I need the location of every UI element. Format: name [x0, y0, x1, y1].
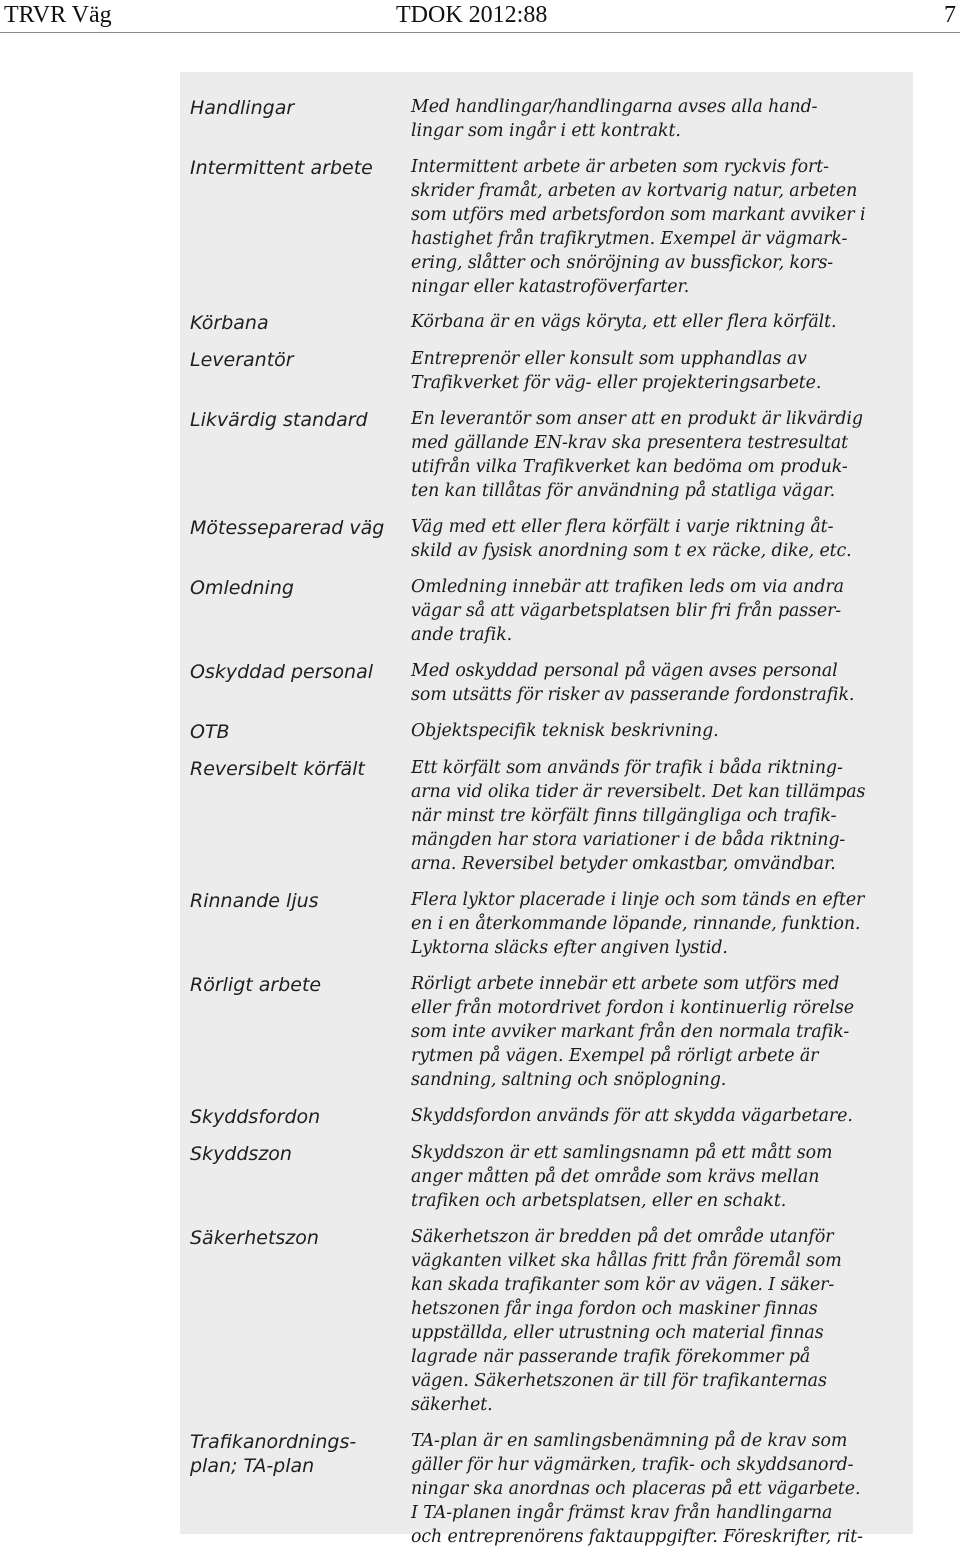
- definition-row: [190, 155, 906, 299]
- term-label: Leverantör: [190, 349, 294, 371]
- definition-row: [190, 659, 906, 707]
- term-label: Skyddsfordon: [190, 1106, 321, 1128]
- term-definition: Med handlingar/handlingarna avses alla hand- lingar som ingår i ett kontrakt.: [411, 97, 818, 141]
- term-definition: Objektspecifik teknisk beskrivning.: [411, 721, 719, 741]
- term-definition: Säkerhetszon är bredden på det område utanför vägkanten vilket ska hållas fritt från föremål som kan skada trafikanter som kör av vägen. I säker- hetszonen får inga fordon och maskiner finnas uppställda, eller utrustning och material finnas lagrade när passerande trafik förekommer på vägen. Säkerhetszonen är till för trafikanternas säkerhet.: [411, 1227, 842, 1415]
- definition-row: [190, 347, 906, 395]
- page-header: [0, 0, 960, 33]
- term-definition: Flera lyktor placerade i linje och som tänds en efter en i en återkommande löpande, rinnande, funktion. Lyktorna släcks efter angiven lystid.: [411, 890, 865, 958]
- term-label: Omledning: [190, 577, 294, 599]
- term-definition: Entreprenör eller konsult som upphandlas av Trafikverket för väg- eller projekteringsarbete.: [411, 349, 822, 393]
- definition-row: [190, 972, 906, 1092]
- definition-row: [190, 515, 906, 563]
- term-label: Trafikanordnings- plan; TA-plan: [190, 1431, 357, 1477]
- term-label: Körbana: [190, 312, 269, 334]
- definition-row: [190, 719, 906, 744]
- definition-row: [190, 756, 906, 876]
- term-label: Rinnande ljus: [190, 890, 319, 912]
- term-label: Mötesseparerad väg: [190, 517, 385, 539]
- definition-row: [190, 1104, 906, 1129]
- term-label: Skyddszon: [190, 1143, 292, 1165]
- term-definition: Intermittent arbete är arbeten som ryckvis fort- skrider framåt, arbeten av kortvarig natur, arbeten som utförs med arbetsfordon som markant avviker i hastighet från trafikrytmen. Exempel är vägmark- ering, slåtter och snöröjning av bussfickor, kors- ningar eller katastroföverfarter.: [411, 157, 866, 297]
- term-definition: Väg med ett eller flera körfält i varje riktning åt- skild av fysisk anordning som t ex räcke, dike, etc.: [411, 517, 852, 561]
- term-definition: Ett körfält som används för trafik i båda riktning- arna vid olika tider är reversibelt. Det kan tillämpas när minst tre körfält finns tillgängliga och trafik- mängden har stora variationer i de båda riktning- arna. Reversibel betyder omkastbar, omvändbar.: [411, 758, 866, 874]
- definition-row: [190, 310, 906, 335]
- definition-row: [190, 575, 906, 647]
- definition-row: [190, 1429, 906, 1549]
- term-label: Rörligt arbete: [190, 974, 322, 996]
- document-id: TDOK 2012:88: [396, 2, 548, 28]
- page-number: 7: [944, 2, 956, 28]
- term-definition: En leverantör som anser att en produkt är likvärdig med gällande EN-krav ska presentera testresultat utifrån vilka Trafikverket kan bedöma om produk- ten kan tillåtas för användning på statliga vägar.: [411, 409, 863, 501]
- definitions-table: [190, 83, 906, 1549]
- term-definition: Körbana är en vägs köryta, ett eller flera körfält.: [411, 312, 837, 332]
- term-label: Reversibelt körfält: [190, 758, 365, 780]
- term-label: OTB: [190, 721, 230, 743]
- term-label: Intermittent arbete: [190, 157, 373, 179]
- term-definition: TA-plan är en samlingsbenämning på de krav som gäller för hur vägmärken, trafik- och skyddsanord- ningar ska anordnas och placeras på ett vägarbete. I TA-planen ingår främst krav från handlingarna och entreprenörens faktauppgifter. Föreskrifter, rit-: [411, 1431, 863, 1547]
- definition-row: [190, 1141, 906, 1213]
- header-left-title: TRVR Väg: [4, 2, 112, 28]
- definition-row: [190, 407, 906, 503]
- term-definition: Omledning innebär att trafiken leds om via andra vägar så att vägarbetsplatsen blir fri från passer- ande trafik.: [411, 577, 844, 645]
- term-definition: Med oskyddad personal på vägen avses personal som utsätts för risker av passerande fordonstrafik.: [411, 661, 855, 705]
- definition-row: [190, 95, 906, 143]
- term-label: Handlingar: [190, 97, 295, 119]
- term-definition: Rörligt arbete innebär ett arbete som utförs med eller från motordrivet fordon i kontinuerlig rörelse som inte avviker markant från den normala trafik- rytmen på vägen. Exempel på rörligt arbete är sandning, saltning och snöplogning.: [411, 974, 854, 1090]
- definition-row: [190, 1225, 906, 1417]
- term-definition: Skyddszon är ett samlingsnamn på ett mått som anger måtten på det område som krävs mellan trafiken och arbetsplatsen, eller en schakt.: [411, 1143, 833, 1211]
- term-label: Säkerhetszon: [190, 1227, 319, 1249]
- definition-row: [190, 888, 906, 960]
- term-label: Likvärdig standard: [190, 409, 368, 431]
- term-label: Oskyddad personal: [190, 661, 374, 683]
- term-definition: Skyddsfordon används för att skydda vägarbetare.: [411, 1106, 853, 1126]
